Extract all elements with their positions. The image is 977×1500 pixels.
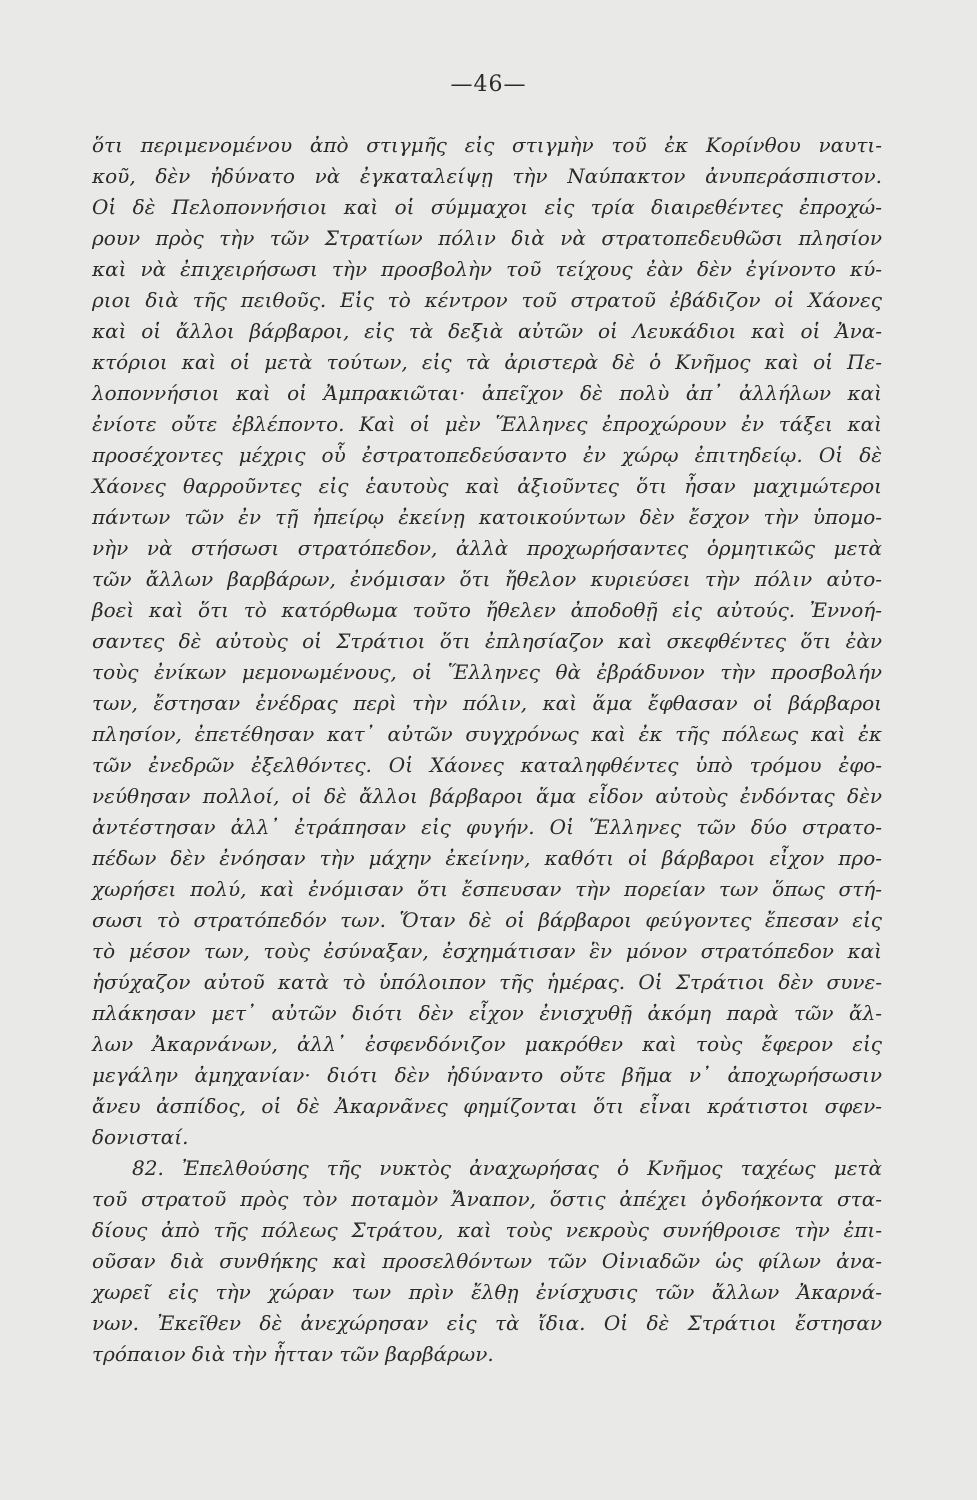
text-line: κτόριοι καὶ οἱ μετὰ τούτων, εἰς τὰ ἀριστερὰ δὲ ὁ Κνῆμος καὶ οἱ Πε- bbox=[92, 350, 882, 374]
text-line: καὶ οἱ ἄλλοι βάρβαροι, εἰς τὰ δεξιὰ αὐτῶν οἱ Λευκάδιοι καὶ οἱ Ἀνα- bbox=[92, 319, 882, 343]
text-line: σαντες δὲ αὐτοὺς οἱ Στράτιοι ὅτι ἐπλησίαζον καὶ σκεφθέντες ὅτι ἐὰν bbox=[92, 629, 882, 653]
text-line: ριοι διὰ τῆς πειθοῦς. Εἰς τὸ κέντρον τοῦ στρατοῦ ἐβάδιζον οἱ Χάονες bbox=[92, 288, 882, 312]
text-line: ἐνίοτε οὔτε ἐβλέποντο. Καὶ οἱ μὲν Ἕλληνες ἐπροχώρουν ἐν τάξει καὶ bbox=[92, 412, 882, 436]
text-line: των, ἔστησαν ἐνέδρας περὶ τὴν πόλιν, καὶ ἅμα ἔφθασαν οἱ βάρβαροι bbox=[92, 691, 882, 715]
text-line: νὴν νὰ στήσωσι στρατόπεδον, ἀλλὰ προχωρήσαντες ὁρμητικῶς μετὰ bbox=[92, 536, 882, 560]
text-line: πέδων δὲν ἐνόησαν τὴν μάχην ἐκείνην, καθότι οἱ βάρβαροι εἶχον προ- bbox=[92, 846, 882, 870]
text-line: λοποννήσιοι καὶ οἱ Ἀμπρακιῶται· ἀπεῖχον δὲ πολὺ ἀπ᾽ ἀλλήλων καὶ bbox=[92, 381, 882, 405]
text-line: ὅτι περιμενομένου ἀπὸ στιγμῆς εἰς στιγμὴν τοῦ ἐκ Κορίνθου ναυτι- bbox=[92, 133, 882, 157]
text-line: βοεὶ καὶ ὅτι τὸ κατόρθωμα τοῦτο ἤθελεν ἀποδοθῇ εἰς αὐτούς. Ἐννοή- bbox=[92, 598, 882, 622]
text-line: τοὺς ἐνίκων μεμονωμένους, οἱ Ἕλληνες θὰ ἐβράδυνον τὴν προσβολήν bbox=[92, 660, 882, 684]
text-line: τὸ μέσον των, τοὺς ἐσύναξαν, ἐσχημάτισαν ἓν μόνον στρατόπεδον καὶ bbox=[92, 939, 882, 963]
text-line: νων. Ἐκεῖθεν δὲ ἀνεχώρησαν εἰς τὰ ἴδια. Οἱ δὲ Στράτιοι ἔστησαν bbox=[92, 1311, 882, 1335]
text-line: προσέχοντες μέχρις οὗ ἐστρατοπεδεύσαντο ἐν χώρῳ ἐπιτηδείῳ. Οἱ δὲ bbox=[92, 443, 882, 467]
text-line: τῶν ἄλλων βαρβάρων, ἐνόμισαν ὅτι ἤθελον κυριεύσει τὴν πόλιν αὐτο- bbox=[92, 567, 882, 591]
text-line: πάντων τῶν ἐν τῇ ἠπείρῳ ἐκείνῃ κατοικούντων δὲν ἔσχον τὴν ὑπομο- bbox=[92, 505, 882, 529]
text-line: κοῦ, δὲν ἠδύνατο νὰ ἐγκαταλείψῃ τὴν Ναύπακτον ἀνυπεράσπιστον. bbox=[92, 164, 882, 188]
text-line: ρουν πρὸς τὴν τῶν Στρατίων πόλιν διὰ νὰ στρατοπεδευθῶσι πλησίον bbox=[92, 226, 882, 250]
text-line: δίους ἀπὸ τῆς πόλεως Στράτου, καὶ τοὺς νεκροὺς συνήθροισε τὴν ἐπι- bbox=[92, 1218, 882, 1242]
text-line: καὶ νὰ ἐπιχειρήσωσι τὴν προσβολὴν τοῦ τείχους ἐὰν δὲν ἐγίνοντο κύ- bbox=[92, 257, 882, 281]
text-line: τῶν ἐνεδρῶν ἐξελθόντες. Οἱ Χάονες καταληφθέντες ὑπὸ τρόμου ἐφο- bbox=[92, 753, 882, 777]
text-line: δονισταί. bbox=[92, 1125, 189, 1149]
text-line: ἡσύχαζον αὐτοῦ κατὰ τὸ ὑπόλοιπον τῆς ἡμέρας. Οἱ Στράτιοι δὲν συνε- bbox=[92, 970, 882, 994]
text-line: νεύθησαν πολλοί, οἱ δὲ ἄλλοι βάρβαροι ἅμα εἶδον αὐτοὺς ἐνδόντας δὲν bbox=[92, 784, 882, 808]
text-line: Οἱ δὲ Πελοποννήσιοι καὶ οἱ σύμμαχοι εἰς τρία διαιρεθέντες ἐπροχώ- bbox=[92, 195, 882, 219]
text-line: τρόπαιον διὰ τὴν ἧτταν τῶν βαρβάρων. bbox=[92, 1342, 494, 1366]
text-line: τοῦ στρατοῦ πρὸς τὸν ποταμὸν Ἄναπον, ὅστις ἀπέχει ὀγδοήκοντα στα- bbox=[92, 1187, 882, 1211]
text-line: Χάονες θαρροῦντες εἰς ἑαυτοὺς καὶ ἀξιοῦντες ὅτι ἦσαν μαχιμώτεροι bbox=[92, 474, 882, 498]
page-number: —46— bbox=[450, 72, 527, 97]
text-line: ἄνευ ἀσπίδος, οἱ δὲ Ἀκαρνᾶνες φημίζονται ὅτι εἶναι κράτιστοι σφεν- bbox=[92, 1094, 882, 1118]
text-line: χωρήσει πολύ, καὶ ἐνόμισαν ὅτι ἔσπευσαν τὴν πορείαν των ὅπως στή- bbox=[92, 877, 882, 901]
text-line: σωσι τὸ στρατόπεδόν των. Ὅταν δὲ οἱ βάρβαροι φεύγοντες ἔπεσαν εἰς bbox=[92, 908, 882, 932]
text-line: μεγάλην ἀμηχανίαν· διότι δὲν ἠδύναντο οὔτε βῆμα ν᾽ ἀποχωρήσωσιν bbox=[92, 1063, 882, 1087]
text-line: χωρεῖ εἰς τὴν χώραν των πρὶν ἔλθῃ ἐνίσχυσις τῶν ἄλλων Ἀκαρνά- bbox=[92, 1280, 882, 1304]
body-text bbox=[92, 130, 882, 1370]
text-line: ἀντέστησαν ἀλλ᾽ ἐτράπησαν εἰς φυγήν. Οἱ Ἕλληνες τῶν δύο στρατο- bbox=[92, 815, 882, 839]
section-start-line: 82. Ἐπελθούσης τῆς νυκτὸς ἀναχωρήσας ὁ Κνῆμος ταχέως μετὰ bbox=[132, 1156, 882, 1180]
text-line: οῦσαν διὰ συνθήκης καὶ προσελθόντων τῶν Οἰνιαδῶν ὡς φίλων ἀνα- bbox=[92, 1249, 882, 1273]
text-line: πλάκησαν μετ᾽ αὐτῶν διότι δὲν εἶχον ἐνισχυθῇ ἀκόμη παρὰ τῶν ἄλ- bbox=[92, 1001, 882, 1025]
text-line: πλησίον, ἐπετέθησαν κατ᾽ αὐτῶν συγχρόνως καὶ ἐκ τῆς πόλεως καὶ ἐκ bbox=[92, 722, 882, 746]
text-line: λων Ἀκαρνάνων, ἀλλ᾽ ἐσφενδόνιζον μακρόθεν καὶ τοὺς ἔφερον εἰς bbox=[92, 1032, 882, 1056]
